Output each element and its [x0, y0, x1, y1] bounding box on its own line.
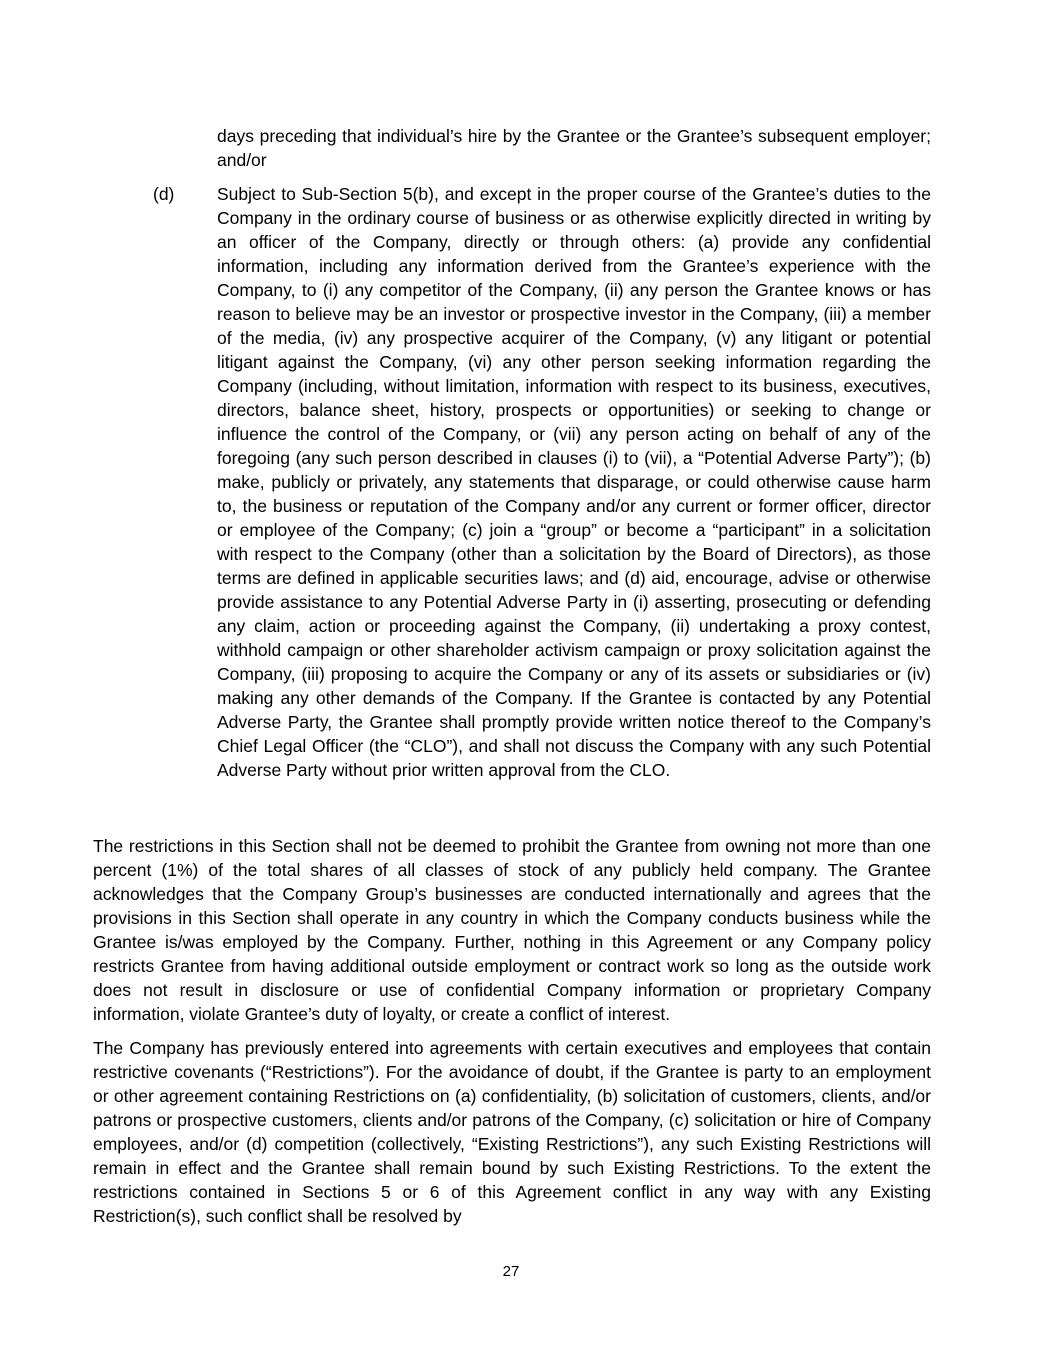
existing-restrictions-paragraph: The Company has previously entered into agreements with certain executives and employees that contain restrictive covenants (“Restrictions”). For the avoidance of doubt, if the Grantee is party to an employment or other agreement containing Restrictions on (a) confidentiality, (b) solicitation of customers, clients, and/or patrons or prospective customers, clients and/or patrons of the Company, (c) solicitation or hire of Company employees, and/or (d) competition (collectively, “Existing Restrictions”), any such Existing Restrictions will remain in effect and the Grantee shall remain bound by such Existing Restrictions. To the extent the restrictions contained in Sections 5 or 6 of this Agreement conflict in any way with any Existing Restriction(s), such conflict shall be resolved by	[93, 1038, 931, 1226]
restrictions-paragraph: The restrictions in this Section shall not be deemed to prohibit the Grantee from owning not more than one percent (1%) of the total shares of all classes of stock of any publicly held company. The Grantee acknowledges that the Company Group’s businesses are conducted internationally and agrees that the provisions in this Section shall operate in any country in which the Company conducts business while the Grantee is/was employed by the Company. Further, nothing in this Agreement or any Company policy restricts Grantee from having additional outside employment or contract work so long as the outside work does not result in disclosure or use of confidential Company information or proprietary Company information, violate Grantee’s duty of loyalty, or create a conflict of interest.	[93, 836, 931, 1024]
page-number: 27	[502, 1263, 520, 1280]
continuation-paragraph: days preceding that individual’s hire by the Grantee or the Grantee’s subsequent employer; and/or	[217, 126, 931, 170]
item-d-paragraph: Subject to Sub-Section 5(b), and except in the proper course of the Grantee’s duties to the Company in the ordinary course of business or as otherwise explicitly directed in writing by an officer of the Company, directly or through others: (a) provide any confidential information, including any information derived from the Grantee’s experience with the Company, to (i) any competitor of the Company, (ii) any person the Grantee knows or has reason to believe may be an investor or prospective investor in the Company, (iii) a member of the media, (iv) any prospective acquirer of the Company, (v) any litigant or potential litigant against the Company, (vi) any other person seeking information regarding the Company (including, without limitation, information with respect to its business, executives, directors, balance sheet, history, prospects or opportunities) or seeking to change or influence the control of the Company, or (vii) any person acting on behalf of any of the foregoing (any such person described in clauses (i) to (vii), a “Potential Adverse Party”); (b) make, publicly or privately, any statements that disparage, or could otherwise cause harm to, the business or reputation of the Company and/or any current or former officer, director or employee of the Company; (c) join a “group” or become a “participant” in a solicitation with respect to the Company (other than a solicitation by the Board of Directors), as those terms are defined in applicable securities laws; and (d) aid, encourage, advise or otherwise provide assistance to any Potential Adverse Party in (i) asserting, prosecuting or defending any claim, action or proceeding against the Company, (ii) undertaking a proxy contest, withhold campaign or other shareholder activism campaign or proxy solicitation against the Company, (iii) proposing to acquire the Company or any of its assets or subsidiaries or (iv) making any other demands of the Company. If the Grantee is contacted by any Potential Adverse Party, the Grantee shall promptly provide written notice thereof to the Company’s Chief Legal Officer (the “CLO”), and shall not discuss the Company with any such Potential Adverse Party without prior written approval from the CLO.	[217, 184, 931, 780]
item-d-label: (d)	[153, 184, 175, 204]
